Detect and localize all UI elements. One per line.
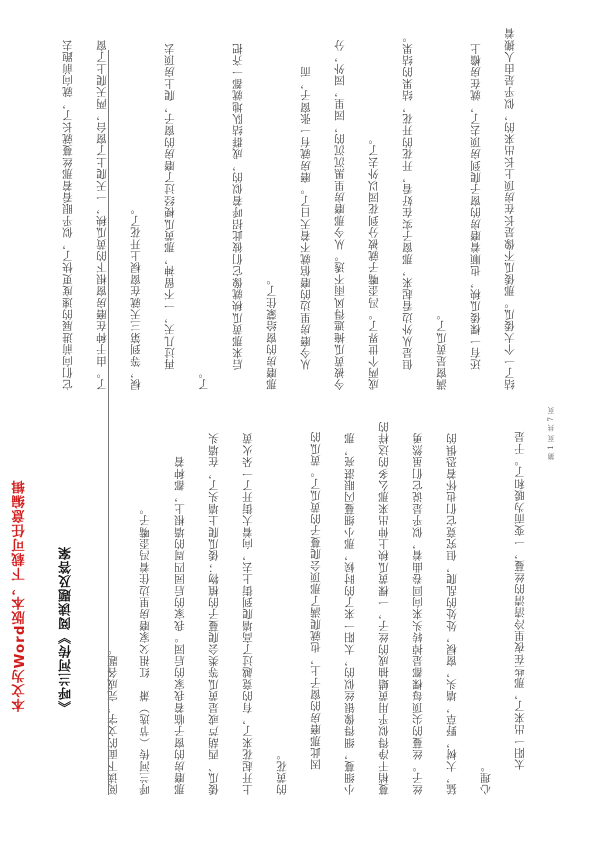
text-line: 蔓梢干净得似乎用黄蜡抽成的丝子，一棵黄瓜秧上伸出来那么多的这样的 bbox=[378, 420, 390, 795]
text-line: 倭瓜、西葫芦或是黄瓜等类会爬蔓子的植物；倭瓜爬上墙头了，在墙头 bbox=[208, 432, 220, 795]
text-line: 上开起花来了，有的竟越过了高墙爬到街上去，向着大街开了一朵火黄 bbox=[242, 432, 254, 795]
text-line: 还有一棵倭瓜秧，也顺着磨房的窗子爬到房顶去了，就在房檐上 bbox=[470, 42, 482, 370]
text-line: 了。由于种在磨房窗根下的黄瓜秧，一天爬上了窗台，两天爬上了窗 bbox=[96, 39, 108, 390]
text-line: 那磨房的窗子临着我家的后园。我家的后园四周的墙根上，都种着 bbox=[174, 455, 186, 795]
text-line: 但是从外边看起来，那窗子实在好看，开花的开花，结果的结果。 bbox=[402, 30, 414, 370]
text-line: 再过几天，一不留神，那黄瓜梗经过了磨房的窗子，爬上房顶去 bbox=[164, 42, 176, 370]
text-line: 了。 bbox=[198, 366, 210, 390]
text-line: 的黄花。 bbox=[276, 748, 288, 795]
text-line: 因此那磨房的窗子上，也就爬满了那顶会爬蔓子的黄瓜了。黄瓜的 bbox=[310, 430, 322, 770]
text-line: 太阳一出来了，那些在夜里冷清清的丝蔓，一变而为暖和了。于是 bbox=[514, 430, 526, 770]
document-title: 《呼兰河传》阅读题及答案 bbox=[59, 546, 74, 714]
text-line: 满窗是黄瓜了。 bbox=[436, 308, 448, 390]
text-line: 阅读下面的文字，完成各题。 bbox=[107, 642, 119, 795]
page-divider bbox=[108, 50, 109, 795]
text-line: 棂，等到第三天就在窗棂上开花了。 bbox=[130, 202, 142, 390]
text-line: 它们向前进展的速度更快了，似乎眼看着那丝蔓就长了，就向前跑去 bbox=[62, 39, 74, 390]
text-line: 心理。 bbox=[480, 759, 492, 795]
text-line: 成两个世界了。冯歪嘴子就被分到花园以外去了。 bbox=[368, 132, 380, 390]
text-line: 猛，大树，野草，墙头，窗棂，处处的乱爬，但究竟它们也怀着恐惧的 bbox=[446, 432, 458, 795]
text-line: 呼兰河传（节选）萧 红祖父家磨房里边住着冯歪嘴子。 bbox=[139, 502, 151, 795]
page-number: 第 1 页 共 7 页 bbox=[547, 406, 555, 460]
text-line: 后来那黄瓜秧就像它们彼此招呼着似的，成群结队地就都一齐把 bbox=[232, 42, 244, 370]
text-line: 结了一个大倭瓜。那倭瓜不像是长在房顶上长出来的，似乎是由人搬着 bbox=[504, 27, 516, 390]
text-line: 那磨房的窗给蒙住了。 bbox=[266, 273, 278, 390]
text-line: 今被黄瓜掩遮得风雨不透。从今那磨房里黑沉沉的，园里，园外，分 bbox=[334, 39, 346, 390]
text-line: 丝子。丝蔓的尖顶每棵都是掉转头来向回卷曲着，似乎是说它们虽然勇 bbox=[412, 432, 424, 795]
text-line: 从今磨房里边的磨倌就不着天日了。磨房就有一张窗子，而 bbox=[300, 65, 312, 370]
text-line: 小细蔓，细得像银丝似的，太阳一来了的时候，那小细蔓闪眼湛亮，那 bbox=[344, 432, 356, 795]
download-banner: 本文为Word版本，下载可任意编辑 bbox=[12, 479, 28, 712]
